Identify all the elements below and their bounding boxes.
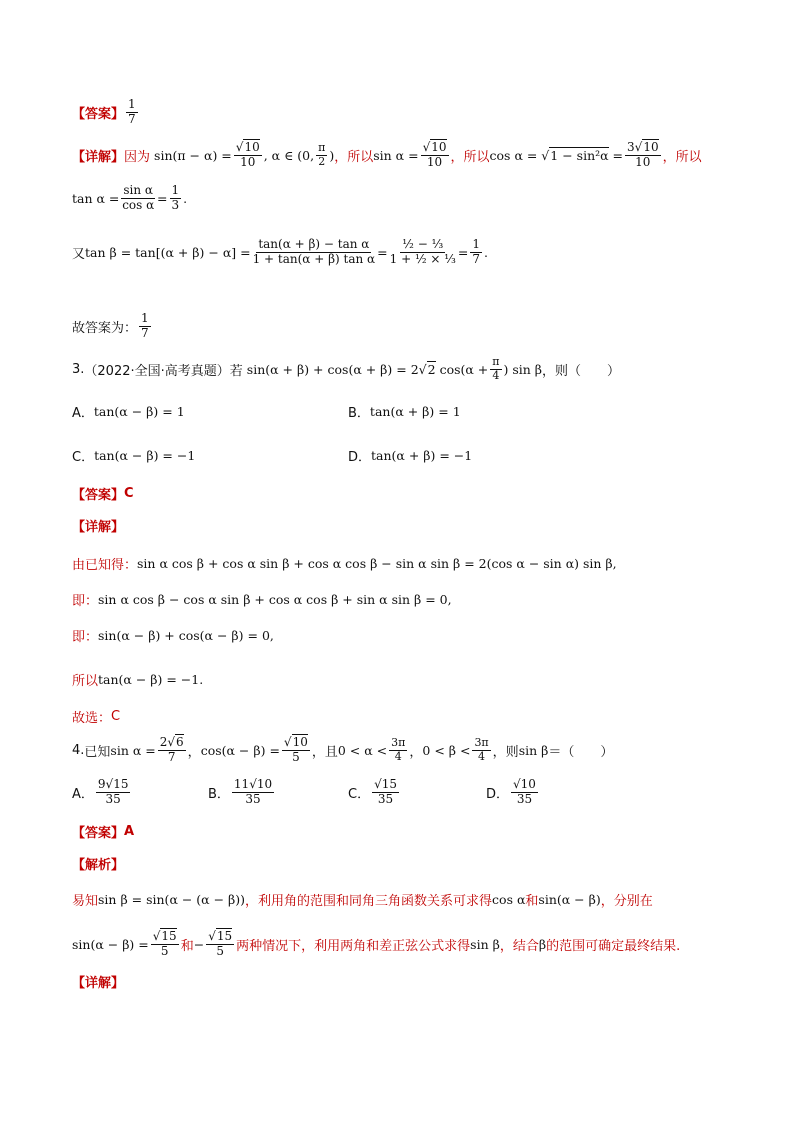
q3-source: （2022·全国·高考真题）: [84, 363, 230, 379]
q3-answer-value: C: [124, 486, 134, 501]
q2-final-answer: 故答案为： 1 7: [72, 311, 149, 340]
q4-option-d[interactable]: D． √10 35: [486, 777, 536, 806]
q2-detail-line1: 【详解】 因为 sin(π − α) = $\frac{√10}{10}$ , α ∈ (0, π 2 ) ，所以 sin α = $\frac{√10}{10}$ ，所以 cos α = √1 − sin²α = $\frac{3√10}{10}$ ，所以: [72, 140, 702, 169]
q3-stem: 3. （2022·全国·高考真题） 若 sin(α + β) + cos(α + β) = 2√2 cos(α + $\frac{\pi}{4}$ ) sin β ，则（ ）: [72, 355, 621, 382]
q4-analysis-label: 【解析】: [72, 858, 125, 873]
q4-option-a[interactable]: A． 9√15 35: [72, 777, 129, 806]
q4-option-c[interactable]: C． √15 35: [348, 777, 397, 806]
q2-detail-line2: tan α = $\frac{\text{sin α}}{\text{cos α}}$ = $\frac{1}{3}$ .: [72, 183, 188, 212]
q2-detail-line3: 又 tan β = tan[(α + β) − α] = $\frac{\text{tan(α + β) − tan α}}{\text{1 + tan(α + β) tan α}}$ = ½ − ⅓ 1 + ½ × ⅓ = $\frac{1}{7}$ .: [72, 237, 489, 266]
q3-detail-label: 【详解】: [72, 520, 125, 535]
q2-answer-fraction: 1 7: [128, 97, 136, 126]
q3-option-a[interactable]: A． tan(α − β) = 1: [72, 404, 185, 421]
q3-step3: 即： sin(α − β) + cos(α − β) = 0,: [72, 628, 274, 645]
detail-label: 【详解】: [72, 149, 125, 165]
q3-option-c[interactable]: C． tan(α − β) = −1: [72, 448, 196, 465]
q4-detail-label: 【详解】: [72, 976, 125, 991]
q3-choose: 故选： C: [72, 709, 121, 726]
q4-answer-line: 【答案】 A: [72, 824, 135, 841]
q3-step4: 所以 tan(α − β) = −1.: [72, 672, 204, 689]
q2-answer-line: [72, 98, 140, 127]
q3-option-d[interactable]: D． tan(α + β) = −1: [348, 448, 473, 465]
q4-analysis-line1: 易知 sin β = sin(α − (α − β)) ，利用角的范围和同角三角函数关系可求得 cos α 和 sin(α − β) ，分别在: [72, 892, 653, 909]
q4-stem: 4. 已知 sin α = $\frac{2√6}{7}$ ， cos(α − β) = $\frac{√10}{5}$ ，且 0 < α < 3π 4 ， 0 < β < 3π 4 ，则 sin β ＝（ ）: [72, 735, 614, 764]
q3-step1: 由已知得： sin α cos β + cos α sin β + cos α cos β − sin α sin β = 2(cos α − sin α) sin β,: [72, 556, 617, 573]
q4-analysis-line2: sin(α − β) = $\frac{√15}{5}$ 和 − $\frac{√15}{5}$ 两种情况下，利用两角和差正弦公式求得 sin β ，结合 β 的范围可确定最终结果.: [72, 929, 681, 958]
q4-answer-value: A: [124, 824, 135, 839]
q3-answer-line: 【答案】 C: [72, 486, 134, 503]
q4-option-b[interactable]: B． 11√10 35: [208, 777, 273, 806]
answer-label: 【答案】: [72, 106, 125, 122]
q3-option-b[interactable]: B． tan(α + β) = 1: [348, 404, 461, 421]
q3-step2: 即： sin α cos β − cos α sin β + cos α cos β + sin α sin β = 0,: [72, 592, 452, 609]
